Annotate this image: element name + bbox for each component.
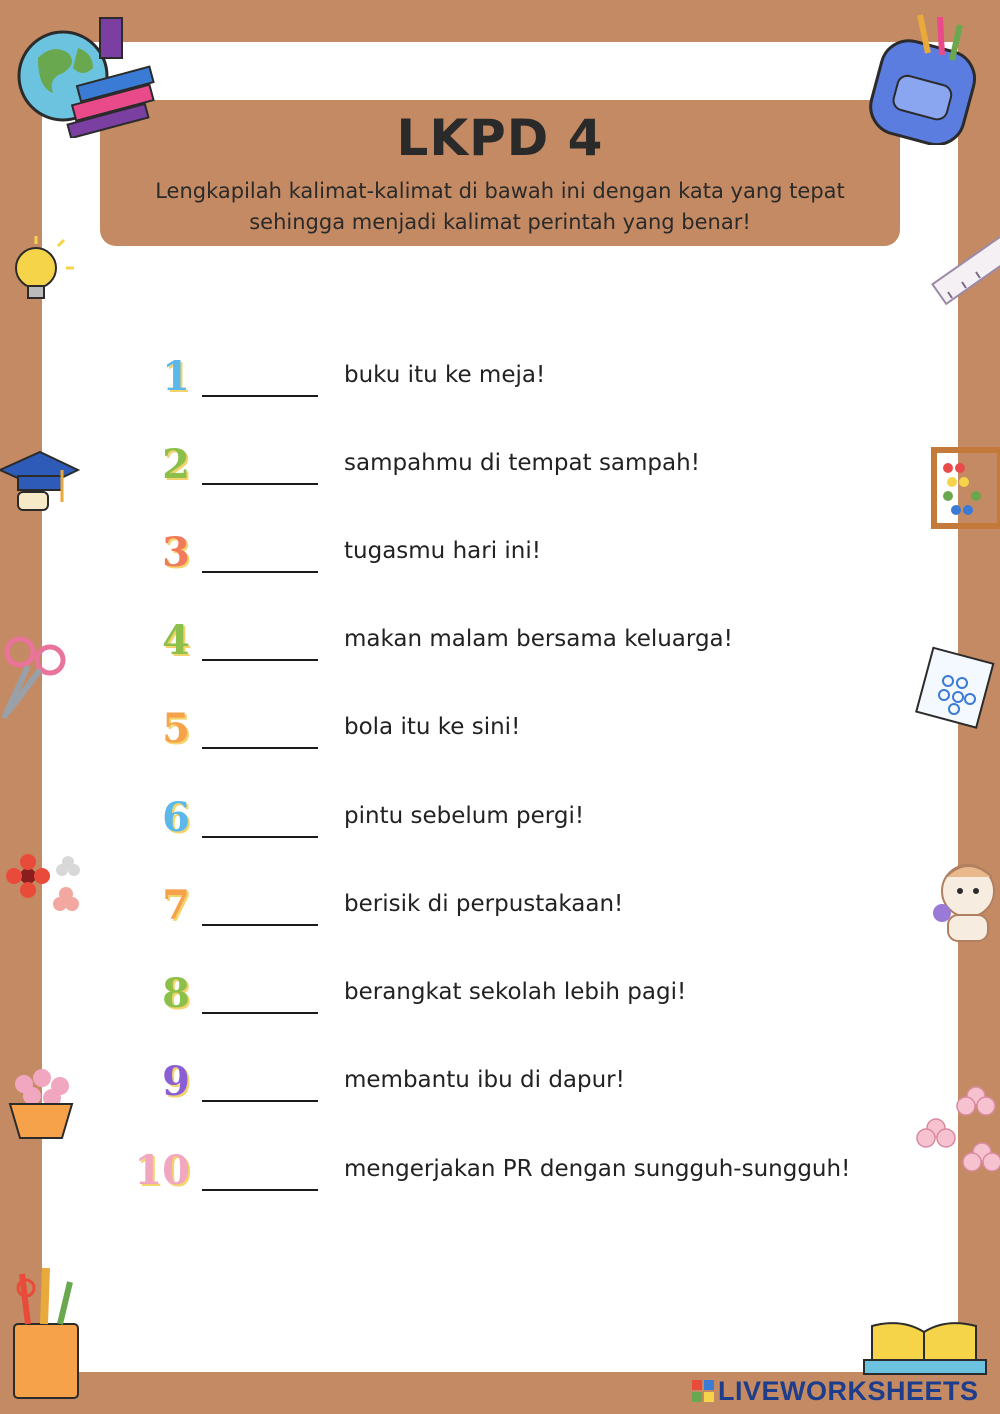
answer-input[interactable] xyxy=(202,463,318,485)
question-number: 10 xyxy=(134,1147,190,1194)
question-item xyxy=(130,355,890,405)
pencil-cup-icon xyxy=(6,1262,86,1402)
ruler-icon xyxy=(928,232,1000,322)
question-number: 2 xyxy=(162,441,190,488)
question-item xyxy=(130,1149,890,1199)
question-sentence: sampahmu di tempat sampah! xyxy=(344,450,700,476)
question-item xyxy=(130,531,890,581)
question-item xyxy=(130,707,890,757)
question-sentence: berisik di perpustakaan! xyxy=(344,891,624,917)
question-item xyxy=(130,972,890,1022)
question-item xyxy=(130,884,890,934)
question-number: 4 xyxy=(162,617,190,664)
logo-cube-icon xyxy=(692,1380,714,1402)
instruction-line-1: Lengkapilah kalimat-kalimat di bawah ini dengan kata yang tepat xyxy=(155,179,845,203)
question-sentence: tugasmu hari ini! xyxy=(344,538,541,564)
question-item xyxy=(130,443,890,493)
backpack-icon xyxy=(860,5,995,145)
flowers-icon xyxy=(2,846,84,922)
question-number: 8 xyxy=(162,970,190,1017)
answer-input[interactable] xyxy=(202,375,318,397)
liveworksheets-logo xyxy=(692,1374,979,1408)
question-item xyxy=(130,1060,890,1110)
question-sentence: mengerjakan PR dengan sungguh-sungguh! xyxy=(344,1156,851,1182)
worksheet-paper-icon xyxy=(914,645,1000,731)
question-sentence: bola itu ke sini! xyxy=(344,714,521,740)
answer-input[interactable] xyxy=(202,816,318,838)
answer-input[interactable] xyxy=(202,992,318,1014)
answer-input[interactable] xyxy=(202,639,318,661)
question-number: 7 xyxy=(162,882,190,929)
scissors-icon xyxy=(0,632,72,722)
question-number: 9 xyxy=(162,1058,190,1105)
question-number: 5 xyxy=(162,705,190,752)
answer-input[interactable] xyxy=(202,1169,318,1191)
question-sentence: berangkat sekolah lebih pagi! xyxy=(344,979,687,1005)
lightbulb-icon xyxy=(0,232,80,312)
question-sentence: pintu sebelum pergi! xyxy=(344,803,585,829)
question-number: 3 xyxy=(162,529,190,576)
question-number: 6 xyxy=(162,794,190,841)
graduation-cap-icon xyxy=(0,440,80,515)
question-item xyxy=(130,796,890,846)
page-title: LKPD 4 xyxy=(396,109,604,167)
question-sentence: membantu ibu di dapur! xyxy=(344,1067,625,1093)
instruction-line-2: sehingga menjadi kalimat perintah yang benar! xyxy=(249,210,751,234)
abacus-icon xyxy=(930,446,1000,530)
question-item xyxy=(130,619,890,669)
flower-pot-icon xyxy=(2,1066,80,1142)
answer-input[interactable] xyxy=(202,1080,318,1102)
question-sentence: buku itu ke meja! xyxy=(344,362,546,388)
globe-books-icon xyxy=(8,8,158,138)
open-book-icon xyxy=(860,1316,990,1376)
cherry-blossom-icon xyxy=(916,1080,1000,1180)
answer-input[interactable] xyxy=(202,727,318,749)
question-number: 1 xyxy=(162,353,190,400)
question-sentence: makan malam bersama keluarga! xyxy=(344,626,733,652)
logo-text: LIVEWORKSHEETS xyxy=(718,1376,979,1406)
answer-input[interactable] xyxy=(202,551,318,573)
bear-flower-icon xyxy=(922,855,1000,945)
answer-input[interactable] xyxy=(202,904,318,926)
